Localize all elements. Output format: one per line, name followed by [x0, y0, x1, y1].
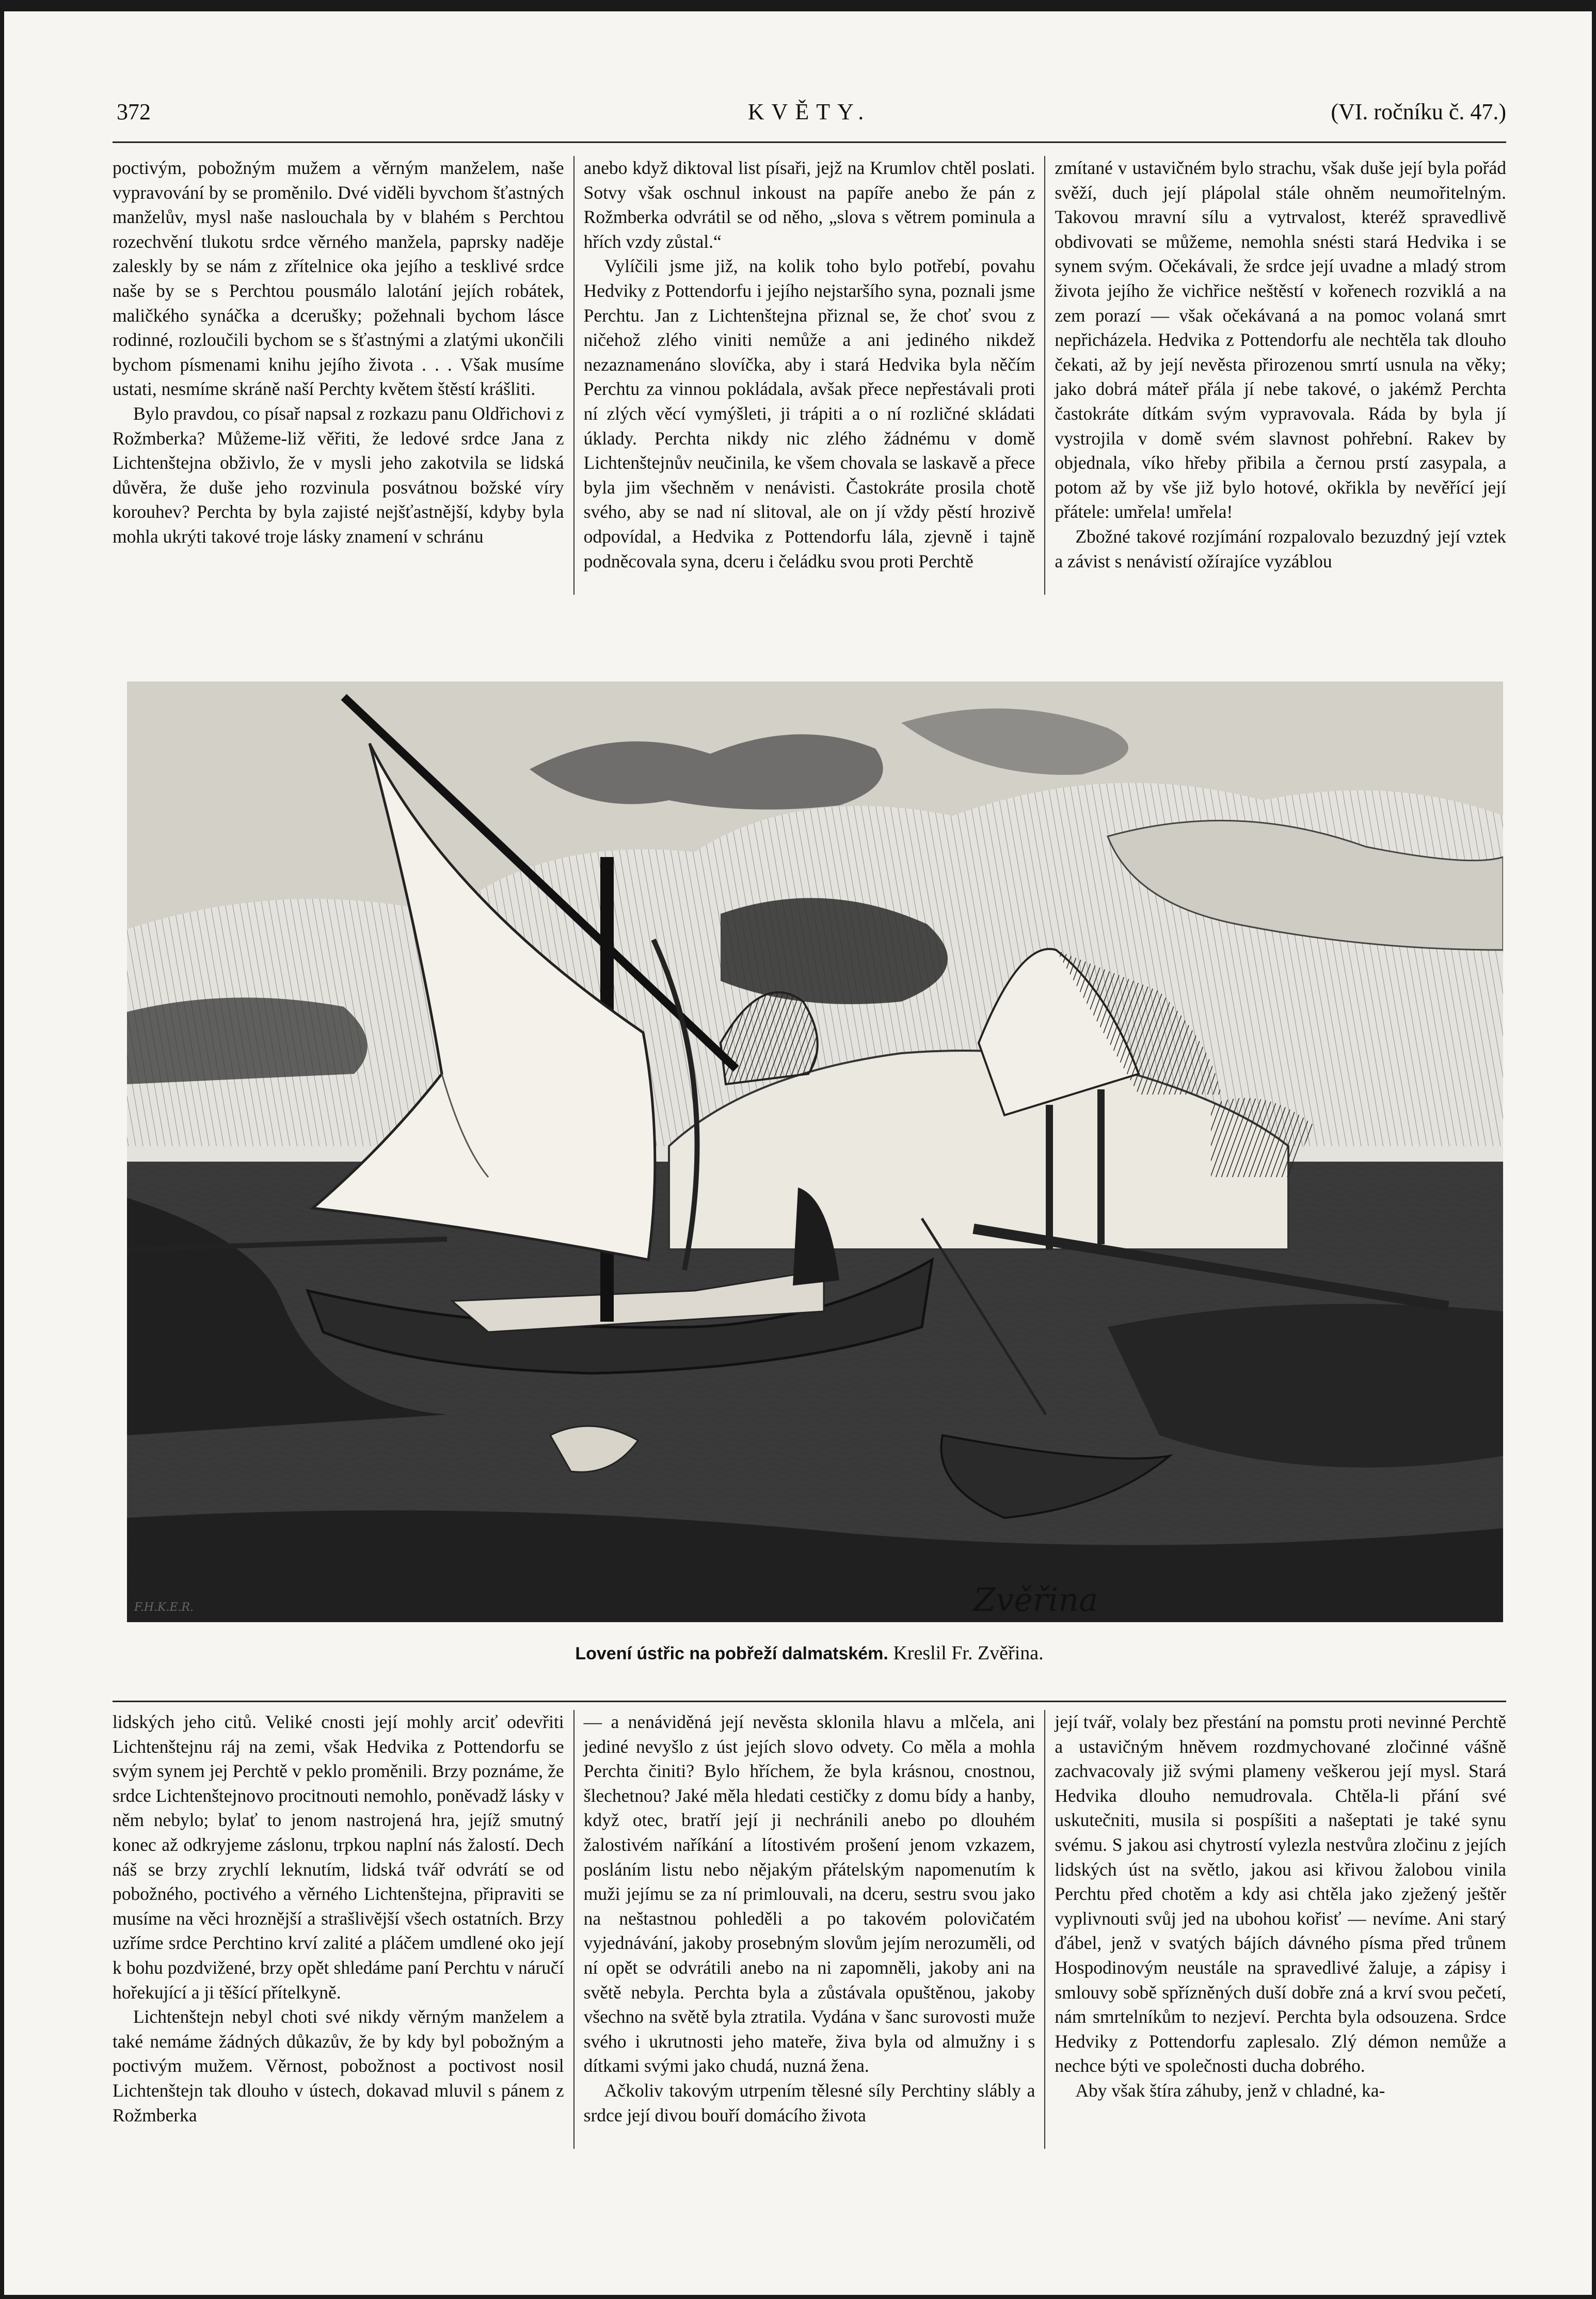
paragraph: Aby však štíra záhuby, jenž v chladné, ka- — [1075, 2080, 1385, 2101]
page-number: 372 — [117, 99, 151, 124]
paragraph: Lichtenštejn nebyl choti své nikdy věrným manželem a také nemáme žádných důkazův, že by kdy byl pobožným a poctivým mužem. Věrnost, pobožnost a poctivost nosil Lichtenštejn tak dlouho v ústech, dokavad mluvil s pánem z Rožmberka — [113, 2006, 564, 2126]
engraving-illustration — [127, 681, 1503, 1622]
bottom-column-1 — [113, 1710, 573, 2149]
caption-rule — [113, 1701, 1506, 1702]
paragraph: Vylíčili jsme již, na kolik toho bylo potřebí, povahu Hedviky z Pottendorfu i jejího nejstaršího syna, poznali jsme Perchtu. Jan z Lichtenštejna přiznal se, že choť svou z ničehož zlého viniti nemůže a ani jediného nikdež nezaznamenáno slovíčka, aby i stará Hedvika byla něčím Perchtu za vinnou pokládala, avšak přece nepřestávali proti ní zlých věcí vymýšleti, ji trápiti a o ní rozličné skládati úklady. Perchta nikdy nic zlého žádnému v domě Lichtenštejnův neučinila, ke všem chovala se laskavě a přece byla jim všechněm v nenávisti. Častokráte prosila chotě svého, aby se nad ní slitoval, ale on jí vždy pěstí hrozivě odpovídal, a Hedvika z Pottendorfu lála, zjevně i tajně podněcovala syna, dceru i čeládku svou proti Perchtě — [583, 256, 1035, 572]
paragraph: Bylo pravdou, co písař napsal z rozkazu panu Oldřichovi z Rožmberka? Můžeme-liž věřiti, že ledové srdce Jana z Lichtenštejna obživlo, že v mysli jeho zakotvila se lidská důvěra, že duše jeho rozvinula posvátnou božské víry korouhev? Perchta by byla zajisté nejšťastnější, kdyby byla mohla ukrýti takové troje lásky znamení v schránu — [113, 403, 564, 547]
journal-page — [4, 11, 1592, 2295]
bottom-columns — [113, 1710, 1506, 2149]
journal-title: KVĚTY. — [747, 99, 871, 124]
paragraph: lidských jeho citů. Veliké cnosti její mohly arciť odevřiti Lichtenštejnu ráj na zemi, však Hedvika z Pottendorfu se svým synem jej Perchtě v peklo proměnili. Brzy poznáme, že srdce Lichtenštejnovo procitnouti nemohlo, poněvadž lásky v něm nebylo; bylať to jenom nastrojená hra, jejíž smutný konec až odkryjeme záslonu, trpkou naplní nás žalostí. Dech náš se brzy zrychlí leknutím, lidská tvář odvrátí se od pobožného, poctivého a věrného Lichtenštejna, připraviti se musíme na věci hroznější a strašlivější všech ostatních. Brzy uzříme srdce Perchtino krví zalité a pláčem umdlené oko její k bohu pozdvižené, brzy opět shledáme paní Perchtu v náručí hořekující a ji těšící přítelkyně. — [113, 1711, 564, 2003]
bottom-column-3 — [1045, 1710, 1506, 2149]
paragraph: — a nenáviděná její nevěsta sklonila hlavu a mlčela, ani jediné nevyšlo z úst jejích slovo odvety. Co měla a mohla Perchta činiti? Bylo hříchem, že byla krásnou, cnostnou, šlechetnou? Jaké měla hledati cestičky z domu bídy a hanby, když otec, bratří její ji nechránili anebo po dlouhém žalostivém naříkání a lítostivém prošení jenom vzkazem, posláním listu nebo nějakým přátelským napomenutím k muži jejímu se za ní primlouvali, na dceru, sestru svou jako na neštastnou pohleděli a po takovém polovičatém vyjednávání, jakoby prosebným slovům jejím nerozuměli, od ní opět se odvrátili anebo na ni zapomněli, jakoby ani na světě nebyla. Perchta byla a zůstávala opuštěnou, jakoby všechno na světě byla ztratila. Vydána v šanc surovosti muže svého i ukrutnosti jeho mateře, živa byla od almužny i s dítkami svými jako chudá, nuzná žena. — [583, 1711, 1035, 2076]
paragraph: Zbožné takové rozjímání rozpalovalo bezuzdný její vztek a závist s nenávistí ožírajíce vyzáblou — [1055, 526, 1507, 572]
top-columns — [113, 156, 1506, 595]
running-head — [113, 94, 1506, 130]
caption-credit: Kreslil Fr. Zvěřina. — [893, 1642, 1044, 1664]
illustration-caption — [113, 1638, 1506, 1669]
engraver-mark: F.H.K.E.R. — [134, 1601, 194, 1614]
artist-signature: Zvěřina — [973, 1581, 1098, 1619]
issue-label: (VI. ročníku č. 47.) — [1331, 99, 1506, 124]
top-column-2 — [574, 156, 1045, 595]
bottom-column-2 — [574, 1710, 1045, 2149]
caption-title: Lovení ústřic na pobřeží dalmatském. — [575, 1644, 888, 1663]
paragraph: její tvář, volaly bez přestání na pomstu proti nevinné Perchtě a ustavičným hněvem rozdmychované zločinné vášně zachvacovaly již svými plameny veškerou její mysl. Stará Hedvika dlouho nemudrovala. Chtěla-li přání své uskutečniti, musila si pospíšiti a našeptati je také synu svému. S jakou asi chytrostí vylezla nestvůra zločinu z jejích lidských úst na světlo, jakou asi křivou žalobou vinila Perchtu před chotěm a kdy asi chtěla jako zježený ještěr vyplivnouti svůj jed na ubohou kořisť — nevíme. Ani starý ďábel, jenž v svatých bájích dávného písma před trůnem Hospodinovým neustále na spravedlivé žaluje, a zápisy i smlouvy sobě spřízněných duší dobře zná a krví svou pečetí, nám smrtelníkům to nezjeví. Perchta byla odsouzena. Srdce Hedviky z Pottendorfu zaplesalo. Zlý démon nemůže a nechce býti ve společnosti ducha dobrého. — [1055, 1711, 1507, 2076]
paragraph: Ačkoliv takovým utrpením tělesné síly Perchtiny slábly a srdce její divou bouří domácího života — [583, 2080, 1035, 2126]
paragraph: poctivým, pobožným mužem a věrným manželem, naše vypravování by se proměnilo. Dvé viděli byvchom šťastných manželův, mysl naše naslouchala by v blahém s Perchtou rozechvění tlukotu srdce věrného manžela, paprsky naděje zaleskly by se nám z zřítelnice oka jejího a tesklivé srdce naše by se s Perchtou pousmálo lalotání jejích robátek, maličkého synáčka a dcerušky; požehnali bychom lásce rodinné, rozloučili bychom se s šťastnými a zlatými ukončili bychom písmenami knihu jejího života . . . Však musíme ustati, nesmíme skráně naší Perchty květem štěstí krášliti. — [113, 157, 564, 400]
paragraph: zmítané v ustavičném bylo strachu, však duše její byla pořád svěží, duch její plápolal stále ohněm neumořitelným. Takovou mravní sílu a vytrvalost, kteréž spravedlivě obdivovati se můžeme, nemohla snésti stará Hedvika i se synem svým. Očekávali, že srdce její uvadne a mladý strom života jejího že vichřice neštěstí v kořenech rozviklá a na zem porazí — však očekávaná a na pomoc volaná smrt nepřicházela. Hedvika z Pottendorfu ale nechtěla tak dlouho čekati, až by její nevěsta přirozenou smrtí usnula na věky; jako dobrá máteř přála jí nebe takové, o jakémž Perchta častokráte dítkám svým vypravovala. Ráda by byla jí vystrojila v domě svém slavnost pohřební. Rakev by objednala, víko hřeby přibila a černou prstí zasypala, a potom až by vše již bylo hotové, okřikla by nevěřící její přátele: umřela! umřela! — [1055, 157, 1507, 522]
header-rule — [113, 141, 1506, 143]
engraving-drawing — [127, 681, 1503, 1622]
top-column-1 — [113, 156, 573, 595]
top-column-3 — [1045, 156, 1506, 595]
paragraph: anebo když diktoval list písaři, jejž na Krumlov chtěl poslati. Sotvy však oschnul inkoust na papíře anebo že pán z Rožmberka odvrátil se od něho, „slova s větrem pominula a hřích vzdy zůstal.“ — [583, 157, 1035, 252]
